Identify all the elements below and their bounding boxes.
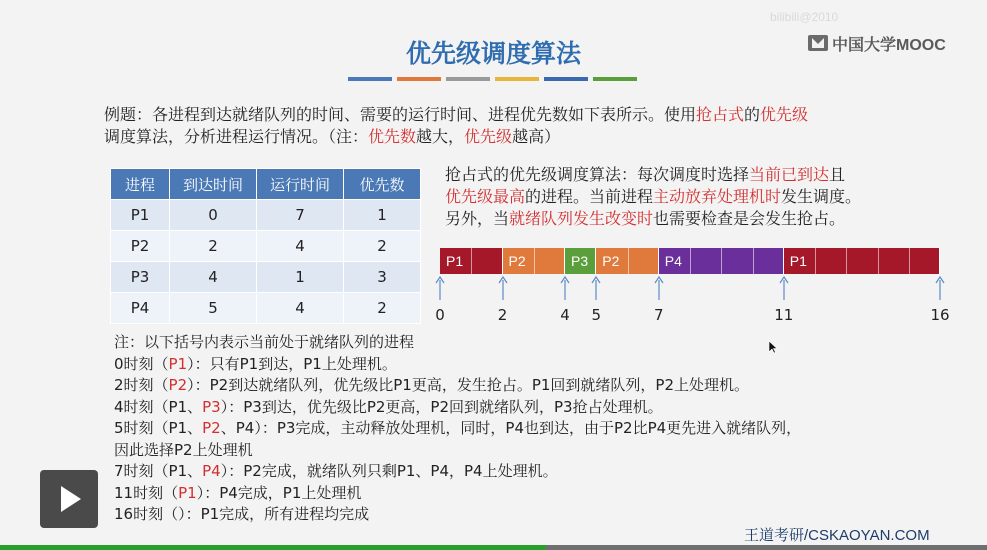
footer-brand: 王道考研/CSKAOYAN.COM [744,527,930,544]
gantt-segment [596,248,659,274]
note-line: 7时刻（P1、P4）：P2完成，就绪队列只剩P1、P4，P4上处理机。 [114,462,558,480]
table-header-cell: 运行时间 [257,169,344,200]
mooc-brand-text: 中国大学MOOC [832,36,946,54]
title-color-bar [348,77,392,81]
table-cell: 7 [257,200,344,231]
note-line: 16时刻（）：P1完成，所有进程均完成 [114,505,370,523]
table-cell: 4 [257,293,344,324]
table-cell: 1 [344,200,421,231]
mouse-cursor-icon [768,340,778,354]
table-cell: 1 [257,262,344,293]
slide-title: 优先级调度算法 [405,39,581,68]
title-color-bar [593,77,637,81]
gantt-segment-label: P4 [664,253,682,269]
note-line: 因此选择P2上处理机 [114,440,253,459]
gantt-tick-label: 2 [497,306,508,324]
gantt-tick-label: 5 [591,306,602,324]
gantt-tick-arrow-icon [778,276,790,300]
title-color-bar [446,77,490,81]
gantt-segment [440,248,503,274]
gantt-tick-arrow-icon [434,276,446,300]
note-line: 4时刻（P1、P3）：P3到达，优先级比P2更高，P2回到就绪队列，P3抢占处理机。 [114,397,663,416]
table-row [111,262,421,293]
gantt-segment [659,248,784,274]
table-cell: 5 [170,293,257,324]
algorithm-explanation: 抢占式的优先级调度算法：每次调度时选择当前已到达且 优先级最高的进程。当前进程主动放弃处理机时发生调度。 另外，当就绪队列发生改变时也需要检查是会发生抢占。 [445,165,862,228]
table-cell: 2 [344,293,421,324]
table-row [111,293,421,324]
table-cell: P2 [111,231,170,262]
gantt-tick-arrow-icon [497,276,509,300]
table-header-cell: 优先数 [344,169,421,200]
gantt-timeline [440,248,940,274]
gantt-segment [565,248,596,274]
note-line: 2时刻（P2）：P2到达就绪队列，优先级比P1更高，发生抢占。P1回到就绪队列，P2上处理机。 [114,376,749,394]
title-color-bar [397,77,441,81]
table-cell: 4 [257,231,344,262]
video-progress-fill [0,545,546,550]
gantt-segment-label: P2 [508,253,526,269]
gantt-segment-label: P1 [446,253,464,269]
gantt-tick-label: 7 [653,306,664,324]
gantt-segment [503,248,566,274]
note-line: 0时刻（P1）：只有P1到达，P1上处理机。 [114,354,397,373]
table-header-cell: 到达时间 [170,169,257,200]
gantt-tick-arrow-icon [559,276,571,300]
gantt-tick-label: 16 [930,306,950,324]
gantt-segment-label: P3 [571,253,589,269]
table-cell: 2 [170,231,257,262]
video-progress-bar[interactable] [0,545,987,550]
gantt-tick-arrow-icon [653,276,665,300]
table-header-row [111,169,421,200]
note-line: 11时刻（P1）：P4完成，P1上处理机 [114,483,362,502]
gantt-segment-label: P1 [789,253,807,269]
table-cell: 2 [344,231,421,262]
play-button[interactable] [40,470,98,528]
gantt-segment-label: P2 [602,253,620,269]
gantt-segment [784,248,940,274]
gantt-tick-label: 11 [774,306,794,324]
table-cell: 0 [170,200,257,231]
process-table [110,168,421,324]
table-cell: P4 [111,293,170,324]
watermark: bilibili@2010 [770,10,839,24]
gantt-tick-label: 0 [435,306,445,324]
table-cell: P1 [111,200,170,231]
intro-text: 例题：各进程到达就绪队列的时间、需要的运行时间、进程优先数如下表所示。使用抢占式的优先级 调度算法，分析进程运行情况。（注：优先数越大，优先级越高） [104,105,809,146]
gantt-tick-label: 4 [560,306,570,324]
table-cell: 3 [344,262,421,293]
title-color-bar [544,77,588,81]
gantt-tick-arrow-icon [934,276,946,300]
table-cell: P3 [111,262,170,293]
step-notes [114,332,934,526]
title-color-bars [348,77,637,81]
title-color-bar [495,77,539,81]
table-cell: 4 [170,262,257,293]
table-row [111,200,421,231]
note-line: 注：以下括号内表示当前处于就绪队列的进程 [114,333,415,351]
table-header-cell: 进程 [111,169,170,200]
table-row [111,231,421,262]
note-line: 5时刻（P1、P2、P4）：P3完成，主动释放处理机，同时，P4也到达，由于P2比P4更先进入就绪队列， [114,419,802,437]
gantt-tick-arrow-icon [590,276,602,300]
